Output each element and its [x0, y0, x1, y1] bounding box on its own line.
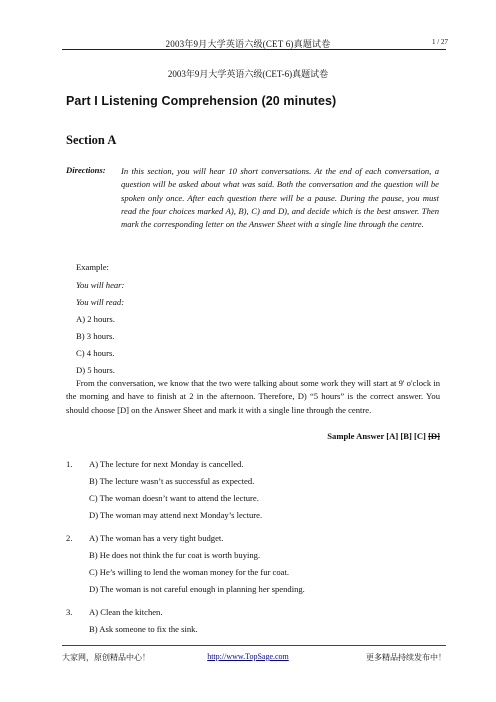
example-option: C) 4 hours.: [76, 348, 115, 358]
sample-answer-prefix: Sample Answer [A] [B] [C]: [327, 431, 429, 441]
footer-right-text: 更多精品持续发布中！: [366, 653, 446, 662]
footer-left-text: 大家网，原创精品中心！: [62, 653, 150, 662]
question-option: A) The lecture for next Monday is cancelled.: [89, 459, 244, 469]
document-title: 2003年9月大学英语六级(CET-6)真题试卷: [167, 69, 329, 79]
sample-answer-marked: [D]: [428, 431, 440, 441]
footer-link[interactable]: http://www.TopSage.com: [207, 652, 289, 661]
example-option: B) 3 hours.: [76, 331, 115, 341]
question-option: A) Clean the kitchen.: [89, 607, 163, 617]
question-number: 3.: [66, 607, 73, 617]
sample-answer: [0, 431, 440, 441]
example-option: D) 5 hours.: [76, 365, 115, 375]
question-option: C) He’s willing to lend the woman money for the fur coat.: [89, 567, 289, 577]
header-divider: [62, 49, 446, 50]
directions-text: In this section, you will hear 10 short conversations. At the end of each conversation, a question will be asked about what was said. Both the conversation and the question will be spoken only once. After each question there will be a pause. During the pause, you must read the four choices marked A), B), C) and D), and decide which is the best answer. Then mark the corresponding letter on the Answer Sheet with a single line through the centre.: [121, 166, 439, 230]
question-option: C) The woman doesn’t want to attend the lecture.: [89, 493, 259, 503]
question-number: 1.: [66, 459, 73, 469]
footer-divider: [62, 645, 446, 646]
question-option: D) The woman is not careful enough in planning her spending.: [89, 584, 305, 594]
example-label: Example:: [76, 262, 109, 272]
question-number: 2.: [66, 533, 73, 543]
example-will-hear: You will hear:: [76, 280, 125, 290]
example-will-read: You will read:: [76, 297, 125, 307]
page-indicator: 1 / 27: [432, 38, 448, 46]
header-title: 2003年9月大学英语六级(CET 6)真题试卷: [165, 39, 331, 49]
example-option: A) 2 hours.: [76, 314, 115, 324]
directions-label: Directions:: [66, 165, 106, 175]
question-option: B) The lecture wasn’t as successful as expected.: [89, 476, 255, 486]
section-heading: Section A: [66, 133, 117, 147]
question-option: B) He does not think the fur coat is worth buying.: [89, 550, 261, 560]
question-option: D) The woman may attend next Monday’s lecture.: [89, 510, 263, 520]
example-explanation: From the conversation, we know that the two were talking about some work they will start at 9' o'clock in the morning and have to finish at 2 in the afternoon. Therefore, D) “5 hours” is the correct answer. You should choose [D] on the Answer Sheet and mark it with a single line through the centre.: [66, 378, 440, 415]
part-heading: Part I Listening Comprehension (20 minutes): [66, 94, 337, 108]
question-option: B) Ask someone to fix the sink.: [89, 624, 198, 634]
question-option: A) The woman has a very tight budget.: [89, 533, 224, 543]
